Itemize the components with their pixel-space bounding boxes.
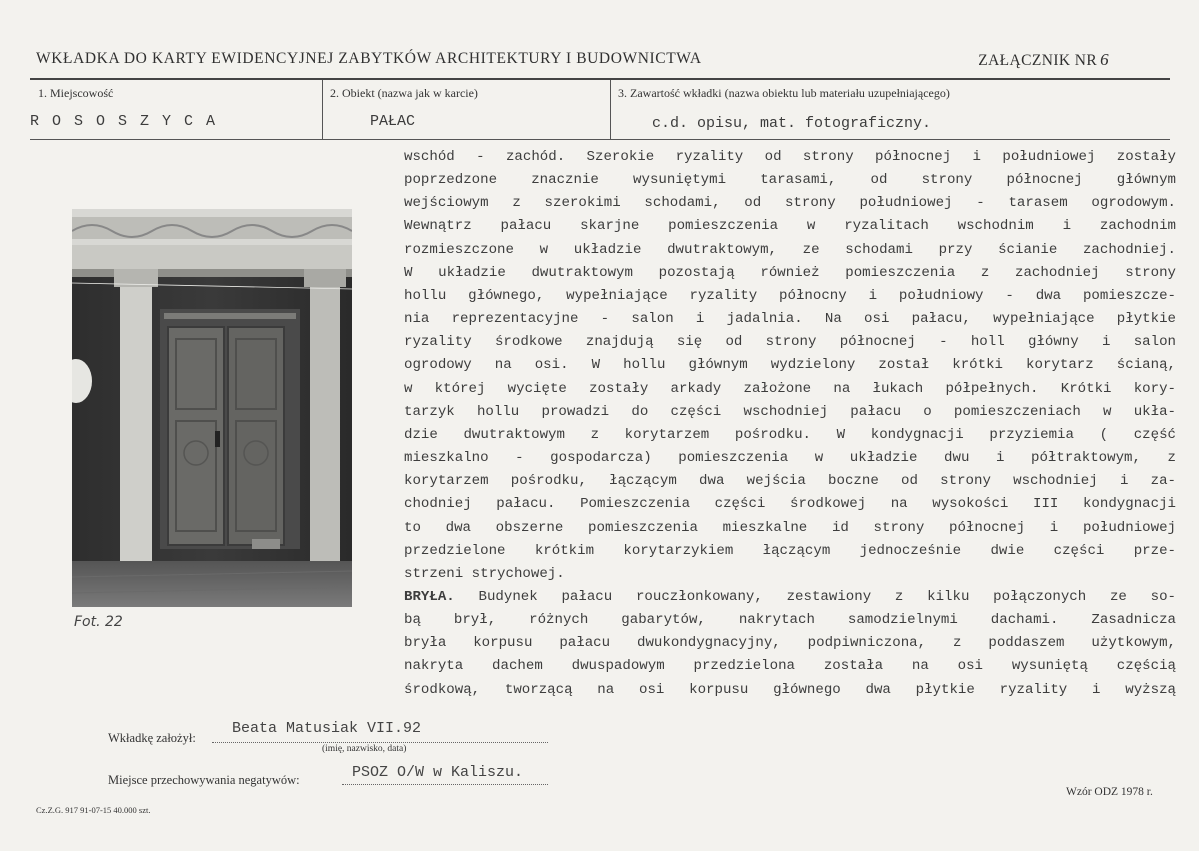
locality-value: R O S O S Z Y C A	[30, 113, 218, 130]
fields-rule	[30, 139, 1170, 140]
author-value: Beata Matusiak VII.92	[232, 720, 422, 737]
text-line: ryzality środkowe znajdują się od strony północnej - holl główny i salon	[404, 334, 1176, 351]
content-value: c.d. opisu, mat. fotograficzny.	[652, 115, 932, 132]
section-text: Budynek pałacu rouczłonkowany, zestawiony z kilku połączonych ze so-	[454, 588, 1176, 605]
text-line: tarzyk hollu prowadzi do części wschodniej pałacu o pomieszczeniach w ukła-	[404, 403, 1176, 420]
header-rule	[30, 78, 1170, 80]
field-divider	[322, 80, 323, 139]
text-line: chodniej pałacu. Pomieszczenia części środkowej na wysokości III kondygnacji	[404, 496, 1176, 513]
text-line: wschód - zachód. Szerokie ryzality od strony północnej i południowej zostały	[404, 149, 1176, 165]
section-line: bą brył, różnych gabarytów, nakrytach samodzielnymi dachami. Zasadnicza	[404, 612, 1176, 629]
form-title: WKŁADKA DO KARTY EWIDENCYJNEJ ZABYTKÓW ARCHITEKTURY I BUDOWNICTWA	[36, 50, 702, 67]
object-label: 2. Obiekt (nazwa jak w karcie)	[330, 86, 478, 100]
storage-label: Miejsce przechowywania negatywów:	[108, 773, 300, 787]
print-code: Cz.Z.G. 917 91-07-15 40.000 szt.	[36, 805, 151, 815]
text-line: nia reprezentacyjne - salon i jadalnia. Na osi pałacu, wypełniające płytkie	[404, 311, 1176, 328]
description-text	[404, 146, 1176, 702]
content-label: 3. Zawartość wkładki (nazwa obiektu lub materiału uzupełniającego)	[618, 86, 950, 100]
attachment-number	[978, 50, 1109, 70]
author-dotted-line	[212, 742, 548, 743]
text-line: w której wycięte zostały arkady założone na łukach półpełnych. Krótki kory-	[404, 380, 1176, 397]
section-line: nakryta dachem dwuspadowym przedzielona została na osi wysuniętą częścią	[404, 658, 1176, 675]
text-line: rozmieszczone w układzie dwutraktowym, ze schodami przy ścianie zachodniej.	[404, 241, 1176, 258]
text-line: dzie dwutraktowym z korytarzem pośrodku. W kondygnacji przyziemia ( część	[404, 426, 1176, 443]
author-label: Wkładkę założył:	[108, 731, 196, 745]
text-line: przedzielone krótkim korytarzykiem łączącym jednocześnie dwie części prze-	[404, 542, 1176, 559]
text-line: W układzie dwutraktowym pozostają również pomieszczenia z zachodniej strony	[404, 264, 1176, 281]
locality-label: 1. Miejscowość	[38, 86, 114, 100]
section-line: bryła korpusu pałacu dwukondygnacyjny, podpiwniczona, z poddaszem użytkowym,	[404, 635, 1176, 652]
field-divider	[610, 80, 611, 139]
text-line: poprzedzone znacznie wysuniętymi tarasami, od strony północnej głównym	[404, 172, 1176, 189]
storage-value: PSOZ O/W w Kaliszu.	[352, 764, 524, 781]
text-line: strzeni strychowej.	[404, 565, 565, 582]
section-line: środkową, tworzącą na osi korpusu głównego dwa płytkie ryzality i wyższą	[404, 681, 1176, 698]
photo-caption: Fot. 22	[74, 614, 123, 630]
attachment-label: ZAŁĄCZNIK NR	[978, 52, 1098, 69]
text-line: ogrodowy na osi. W hollu głównym wydzielony został krótki korytarz ścianą,	[404, 357, 1176, 374]
text-line: hollu głównego, wypełniające ryzality północny i południowy - dwa pomieszcze-	[404, 287, 1176, 304]
author-hint: (imię, nazwisko, data)	[322, 744, 407, 754]
attachment-value: 6	[1100, 50, 1109, 69]
section-heading: BRYŁA.	[404, 588, 455, 605]
text-line: Wewnątrz pałacu skarjne pomieszczenia w ryzalitach wschodnim i zachodnim	[404, 218, 1176, 235]
text-line: korytarzem pośrodku, łączącym dwa wejścia boczne od strony wschodniej i za-	[404, 473, 1176, 490]
model-code: Wzór ODZ 1978 r.	[1066, 786, 1153, 798]
storage-dotted-line	[342, 784, 548, 785]
object-value: PAŁAC	[370, 113, 416, 130]
doorway-photo	[72, 209, 352, 607]
text-line: wejściowym z szerokimi schodami, od strony południowej - tarasem ogrodowym.	[404, 195, 1176, 212]
text-line: to dwa obszerne pomieszczenia mieszkalne id strony północnej i południowej	[404, 519, 1176, 536]
text-line: mieszkalno - gospodarcza) pomieszczenia w układzie dwu i półtraktowym, z	[404, 450, 1176, 467]
section-line	[404, 586, 1176, 609]
doorway-photo-graphic	[72, 209, 352, 607]
